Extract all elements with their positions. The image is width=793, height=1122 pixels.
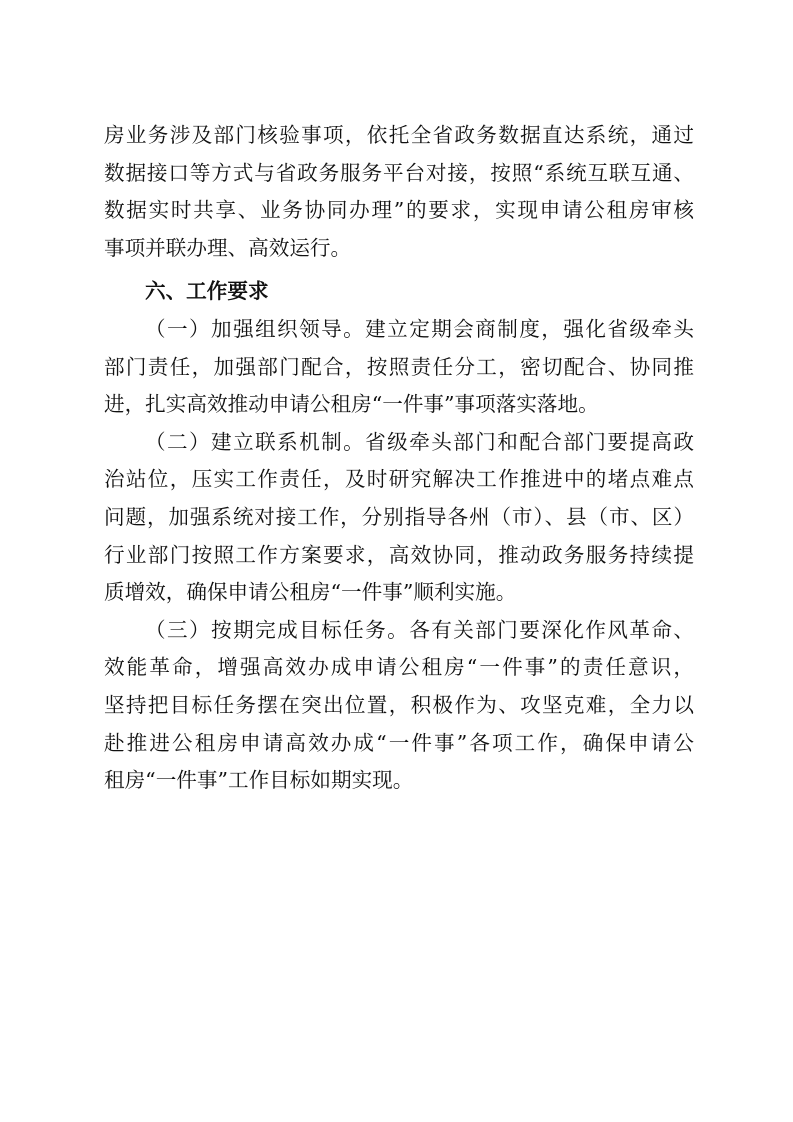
continuation-paragraph: [104, 117, 694, 267]
text-line: 数据接口等方式与省政务服务平台对接，按照“系统互联互通、: [104, 160, 694, 185]
text-line: （二）建立联系机制。省级牵头部门和配合部门要提高政: [145, 429, 694, 454]
text-line: 行业部门按照工作方案要求，高效协同，推动政务服务持续提: [104, 542, 694, 567]
text-line: 赴推进公租房申请高效办成“一件事”各项工作，确保申请公: [104, 730, 694, 755]
text-line: 事项并联办理、高效运行。: [104, 235, 352, 260]
text-line: 进，扎实高效推动申请公租房“一件事”事项落实落地。: [104, 392, 599, 417]
text-line: 租房“一件事”工作目标如期实现。: [104, 768, 414, 793]
text-line: 数据实时共享、业务协同办理”的要求，实现申请公租房审核: [104, 198, 694, 223]
text-line: 质增效，确保申请公租房“一件事”顺利实施。: [104, 580, 517, 605]
paragraph-1: [104, 311, 694, 424]
paragraph-2: [104, 424, 694, 612]
section-heading: 六、工作要求: [145, 279, 269, 304]
text-line: （三）按期完成目标任务。各有关部门要深化作风革命、: [145, 617, 694, 642]
text-line: 房业务涉及部门核验事项，依托全省政务数据直达系统，通过: [104, 123, 694, 147]
paragraph-3: [104, 612, 694, 800]
text-line: 治站位，压实工作责任，及时研究解决工作推进中的堵点难点: [104, 467, 694, 492]
text-line: （一）加强组织领导。建立定期会商制度，强化省级牵头: [145, 316, 694, 341]
text-line: 坚持把目标任务摆在突出位置，积极作为、攻坚克难，全力以: [104, 692, 694, 717]
text-line: 问题，加强系统对接工作，分别指导各州（市）、县（市、区）: [104, 504, 694, 529]
text-line: 效能革命，增强高效办成申请公租房“一件事”的责任意识，: [104, 655, 694, 680]
text-line: 部门责任，加强部门配合，按照责任分工，密切配合、协同推: [104, 354, 694, 379]
document-body: [104, 117, 694, 800]
